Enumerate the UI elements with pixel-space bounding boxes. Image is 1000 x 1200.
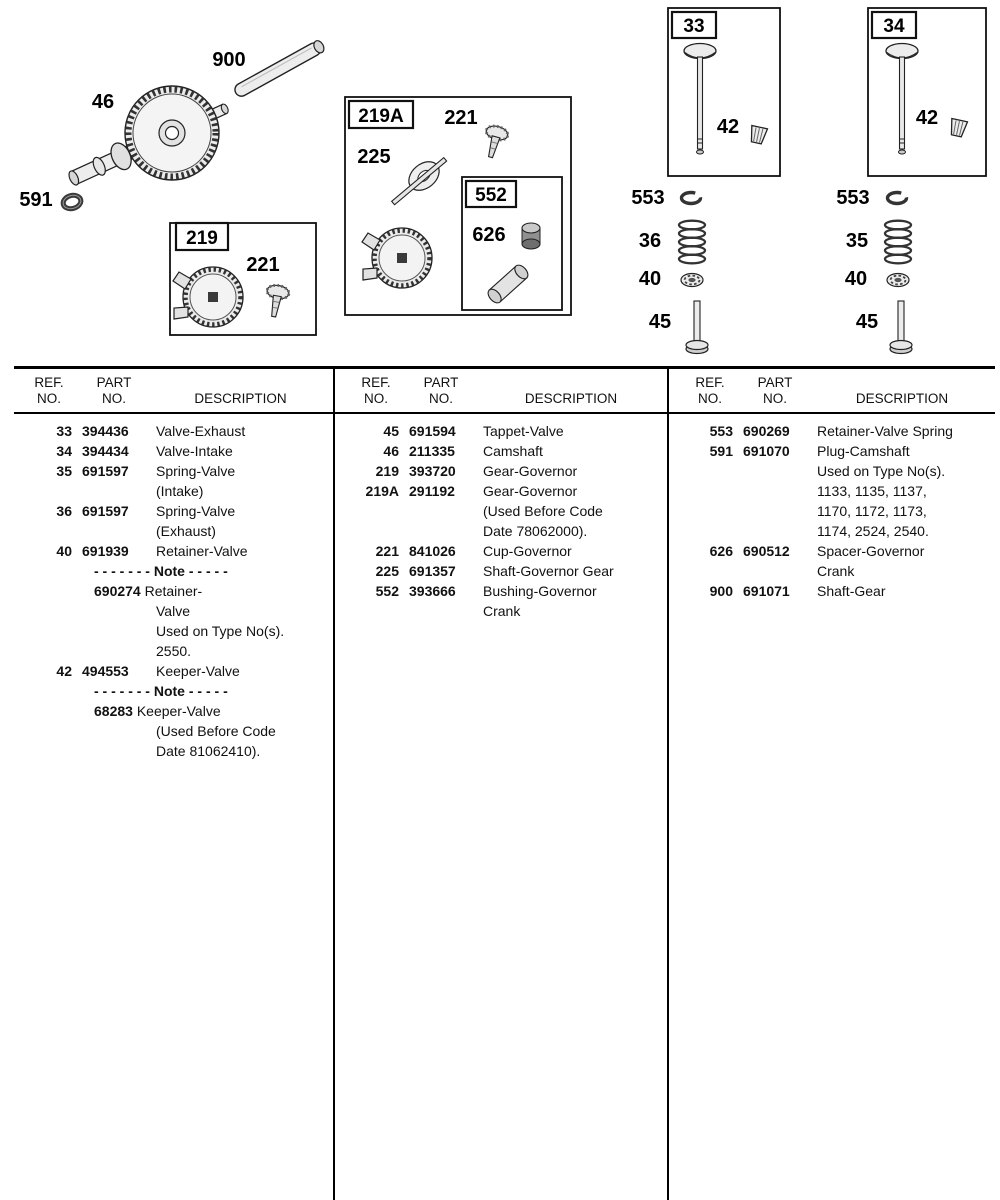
part-no: 690512 [743, 543, 790, 559]
table-row [353, 581, 659, 621]
parts-table [14, 366, 995, 1200]
ref-no: 591 [709, 443, 733, 459]
label-box-34: 34 [883, 16, 905, 37]
part-no: 841026 [409, 543, 456, 559]
table-row [353, 421, 659, 441]
ref-no: 626 [709, 543, 733, 559]
table-column-3 [667, 369, 995, 1200]
ref-no: 36 [56, 503, 72, 519]
label-36: 36 [638, 230, 662, 252]
description: Valve-Intake [156, 443, 233, 459]
table-row [26, 541, 325, 661]
cup-governor-illustration [480, 124, 509, 160]
part-no: 393720 [409, 463, 456, 479]
table-column-1 [14, 369, 333, 1200]
table-column-2 [333, 369, 667, 1200]
spring-valve-exhaust-illustration [679, 221, 705, 264]
part-no: 291192 [409, 483, 455, 499]
spacer-governor-crank-illustration [522, 223, 540, 249]
table-body [335, 412, 667, 1200]
description-header: DESCRIPTION [855, 391, 949, 406]
ref-no: 219A [365, 483, 399, 499]
description: Spring-Valve (Exhaust) [156, 503, 236, 539]
camshaft-illustration [64, 86, 233, 192]
table-row [26, 661, 325, 761]
ref-no: 221 [375, 543, 399, 559]
ref-no: 40 [56, 543, 72, 559]
label-42-right: 42 [915, 107, 939, 129]
label-626: 626 [472, 224, 506, 246]
table-row [687, 441, 987, 541]
valve-illustration [886, 44, 918, 155]
valve-exhaust-box [668, 8, 780, 176]
ref-no: 553 [709, 423, 733, 439]
part-no: 394436 [82, 423, 129, 439]
description: Bushing-Governor Crank [483, 583, 597, 619]
description: Tappet-Valve [483, 423, 564, 439]
description: Camshaft [483, 443, 543, 459]
table-row [353, 441, 659, 461]
label-40-right: 40 [844, 268, 868, 290]
ref-no: 45 [383, 423, 399, 439]
shaft-gear-illustration [233, 39, 326, 99]
label-46: 46 [91, 91, 115, 113]
part-no: 494553 [82, 663, 129, 679]
spring-valve-intake-illustration [885, 221, 911, 264]
keeper-valve-illustration [749, 126, 768, 145]
valve-intake-box [868, 8, 986, 176]
table-row [353, 541, 659, 561]
table-row [26, 501, 325, 541]
table-row [26, 461, 325, 501]
retainer-valve-illustration [681, 274, 703, 287]
retainer-valve-illustration [887, 274, 909, 287]
shaft-governor-gear-illustration [392, 156, 447, 205]
label-900: 900 [212, 49, 246, 71]
gear-governor-used-before-box [345, 97, 571, 315]
gear-governor-box [170, 223, 316, 335]
table-row [687, 581, 987, 601]
table-row [353, 481, 659, 541]
table-row [26, 421, 325, 441]
label-35: 35 [845, 230, 869, 252]
keeper-valve-illustration [949, 119, 968, 138]
bushing-governor-crank-illustration [486, 263, 531, 306]
description: Shaft-Governor Gear [483, 563, 614, 579]
ref-no-header: REF. NO. [34, 375, 64, 406]
description-header: DESCRIPTION [194, 391, 287, 406]
part-no-header: PART NO. [757, 375, 793, 406]
ref-no: 900 [709, 583, 733, 599]
ref-no: 33 [56, 423, 72, 439]
table-header [14, 369, 333, 412]
part-no: 691071 [743, 583, 790, 599]
label-45-right: 45 [855, 311, 879, 333]
part-no: 691594 [409, 423, 456, 439]
description: Spacer-Governor Crank [817, 543, 925, 579]
part-no: 691357 [409, 563, 456, 579]
description: Retainer-Valve - - - - - - - Note - - - - - 690274 Retainer- Valve Used on Type No(s). 2550. [94, 543, 285, 659]
label-box-33: 33 [683, 16, 705, 37]
retainer-valve-spring-illustration [682, 193, 701, 204]
description: Spring-Valve (Intake) [156, 463, 236, 499]
description: Retainer-Valve Spring [817, 423, 953, 439]
label-553-right: 553 [836, 187, 870, 209]
description: Valve-Exhaust [156, 423, 246, 439]
retainer-valve-spring-illustration [888, 193, 907, 204]
table-body [669, 412, 995, 1200]
description: Keeper-Valve - - - - - - - Note - - - - - 68283 Keeper-Valve (Used Before Code Date 81062410). [94, 663, 276, 759]
part-no: 393666 [409, 583, 456, 599]
part-no: 394434 [82, 443, 129, 459]
part-no: 690269 [743, 423, 790, 439]
ref-no: 552 [375, 583, 399, 599]
part-no-header: PART NO. [96, 375, 132, 406]
description: Gear-Governor [483, 463, 578, 479]
governor-gear-illustration [362, 228, 432, 288]
label-42-left: 42 [716, 116, 740, 138]
label-box-219a: 219A [358, 106, 404, 127]
ref-no: 46 [383, 443, 399, 459]
label-225: 225 [357, 146, 391, 168]
tappet-valve-illustration [686, 301, 708, 354]
part-no: 691597 [82, 463, 129, 479]
ref-no-header: REF. NO. [695, 375, 725, 406]
table-row [353, 561, 659, 581]
table-row [26, 441, 325, 461]
cup-governor-illustration [263, 284, 290, 319]
label-40-left: 40 [638, 268, 662, 290]
ref-no: 42 [56, 663, 72, 679]
ref-no: 225 [375, 563, 399, 579]
label-box-219: 219 [186, 228, 218, 249]
table-row [687, 421, 987, 441]
table-header [335, 369, 667, 412]
valve-illustration [684, 44, 716, 155]
ref-no: 35 [56, 463, 72, 479]
part-no: 691597 [82, 503, 129, 519]
table-row [687, 541, 987, 581]
table-body [14, 412, 333, 1200]
ref-no-header: REF. NO. [361, 375, 391, 406]
label-221b: 221 [444, 107, 478, 129]
part-no-header: PART NO. [423, 375, 459, 406]
part-no: 211335 [409, 443, 455, 459]
ref-no: 219 [375, 463, 399, 479]
tappet-valve-illustration [890, 301, 912, 354]
table-header [669, 369, 995, 412]
part-no: 691939 [82, 543, 129, 559]
table-row [353, 461, 659, 481]
part-no: 691070 [743, 443, 790, 459]
description: Plug-Camshaft Used on Type No(s). 1133, 1135, 1137, 1170, 1172, 1173, 1174, 2524, 2540. [817, 443, 946, 539]
label-591: 591 [19, 189, 53, 211]
description: Shaft-Gear [817, 583, 886, 599]
label-553-left: 553 [631, 187, 665, 209]
description: Gear-Governor (Used Before Code Date 78062000). [483, 483, 603, 539]
label-221: 221 [246, 254, 280, 276]
parts-diagram [0, 0, 1000, 364]
ref-no: 34 [56, 443, 72, 459]
description-header: DESCRIPTION [524, 391, 618, 406]
description: Cup-Governor [483, 543, 572, 559]
governor-gear-illustration [173, 267, 243, 327]
label-box-552: 552 [475, 185, 507, 206]
label-45-left: 45 [648, 311, 672, 333]
plug-camshaft-illustration [62, 193, 83, 210]
